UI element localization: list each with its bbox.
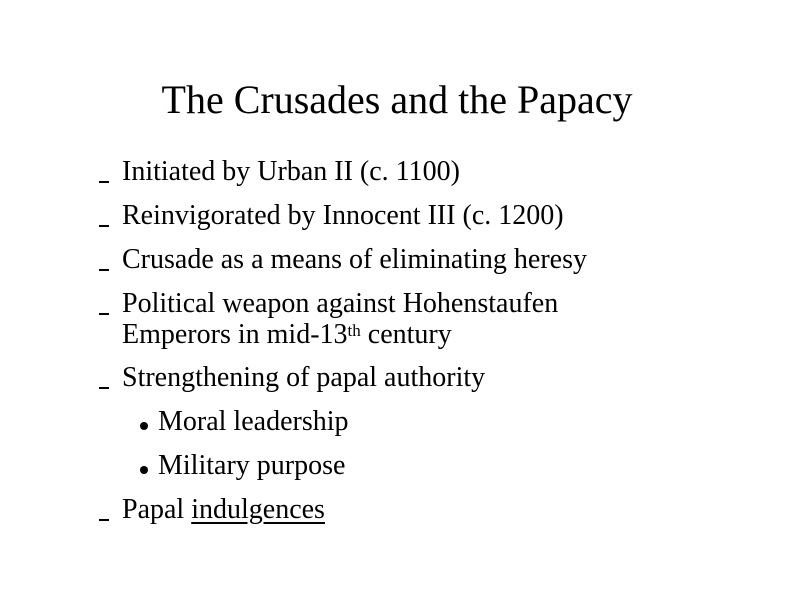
- bullet-text: Papal: [122, 494, 192, 525]
- bullet-text: Crusade as a means of eliminating heresy: [122, 244, 587, 275]
- dash-bullet-icon: [99, 519, 109, 521]
- sub-bullet-item: [0, 444, 794, 488]
- bullet-item: [0, 238, 794, 282]
- ordinal-superscript: th: [347, 321, 361, 340]
- bullet-text: Initiated by Urban II (c. 1100): [122, 156, 460, 187]
- slide-title: The Crusades and the Papacy: [161, 77, 633, 122]
- bullet-text: Strengthening of papal authority: [122, 362, 486, 393]
- bullet-text-part: Emperors in mid-13: [122, 319, 348, 350]
- bullet-item: [0, 150, 794, 194]
- dash-bullet-icon: [99, 269, 109, 271]
- bullet-list: [0, 150, 794, 532]
- sub-bullet-item: [0, 400, 794, 444]
- dot-bullet-icon: [140, 422, 148, 430]
- bullet-text-continuation: [122, 320, 794, 356]
- dash-bullet-icon: [99, 313, 109, 315]
- bullet-item: [0, 282, 794, 356]
- bullet-text: Reinvigorated by Innocent III (c. 1200): [122, 200, 564, 231]
- sub-bullet-text: Moral leadership: [158, 406, 349, 437]
- dot-bullet-icon: [140, 466, 148, 474]
- sub-bullet-text: Military purpose: [158, 450, 346, 481]
- bullet-text: Political weapon against Hohenstaufen: [122, 288, 559, 319]
- bullet-text-part: century: [360, 319, 452, 350]
- bullet-item: [0, 356, 794, 400]
- bullet-item: [0, 488, 794, 532]
- bullet-item: [0, 194, 794, 238]
- dash-bullet-icon: [99, 387, 109, 389]
- dash-bullet-icon: [99, 181, 109, 183]
- dash-bullet-icon: [99, 225, 109, 227]
- indulgences-link[interactable]: indulgences: [191, 494, 325, 525]
